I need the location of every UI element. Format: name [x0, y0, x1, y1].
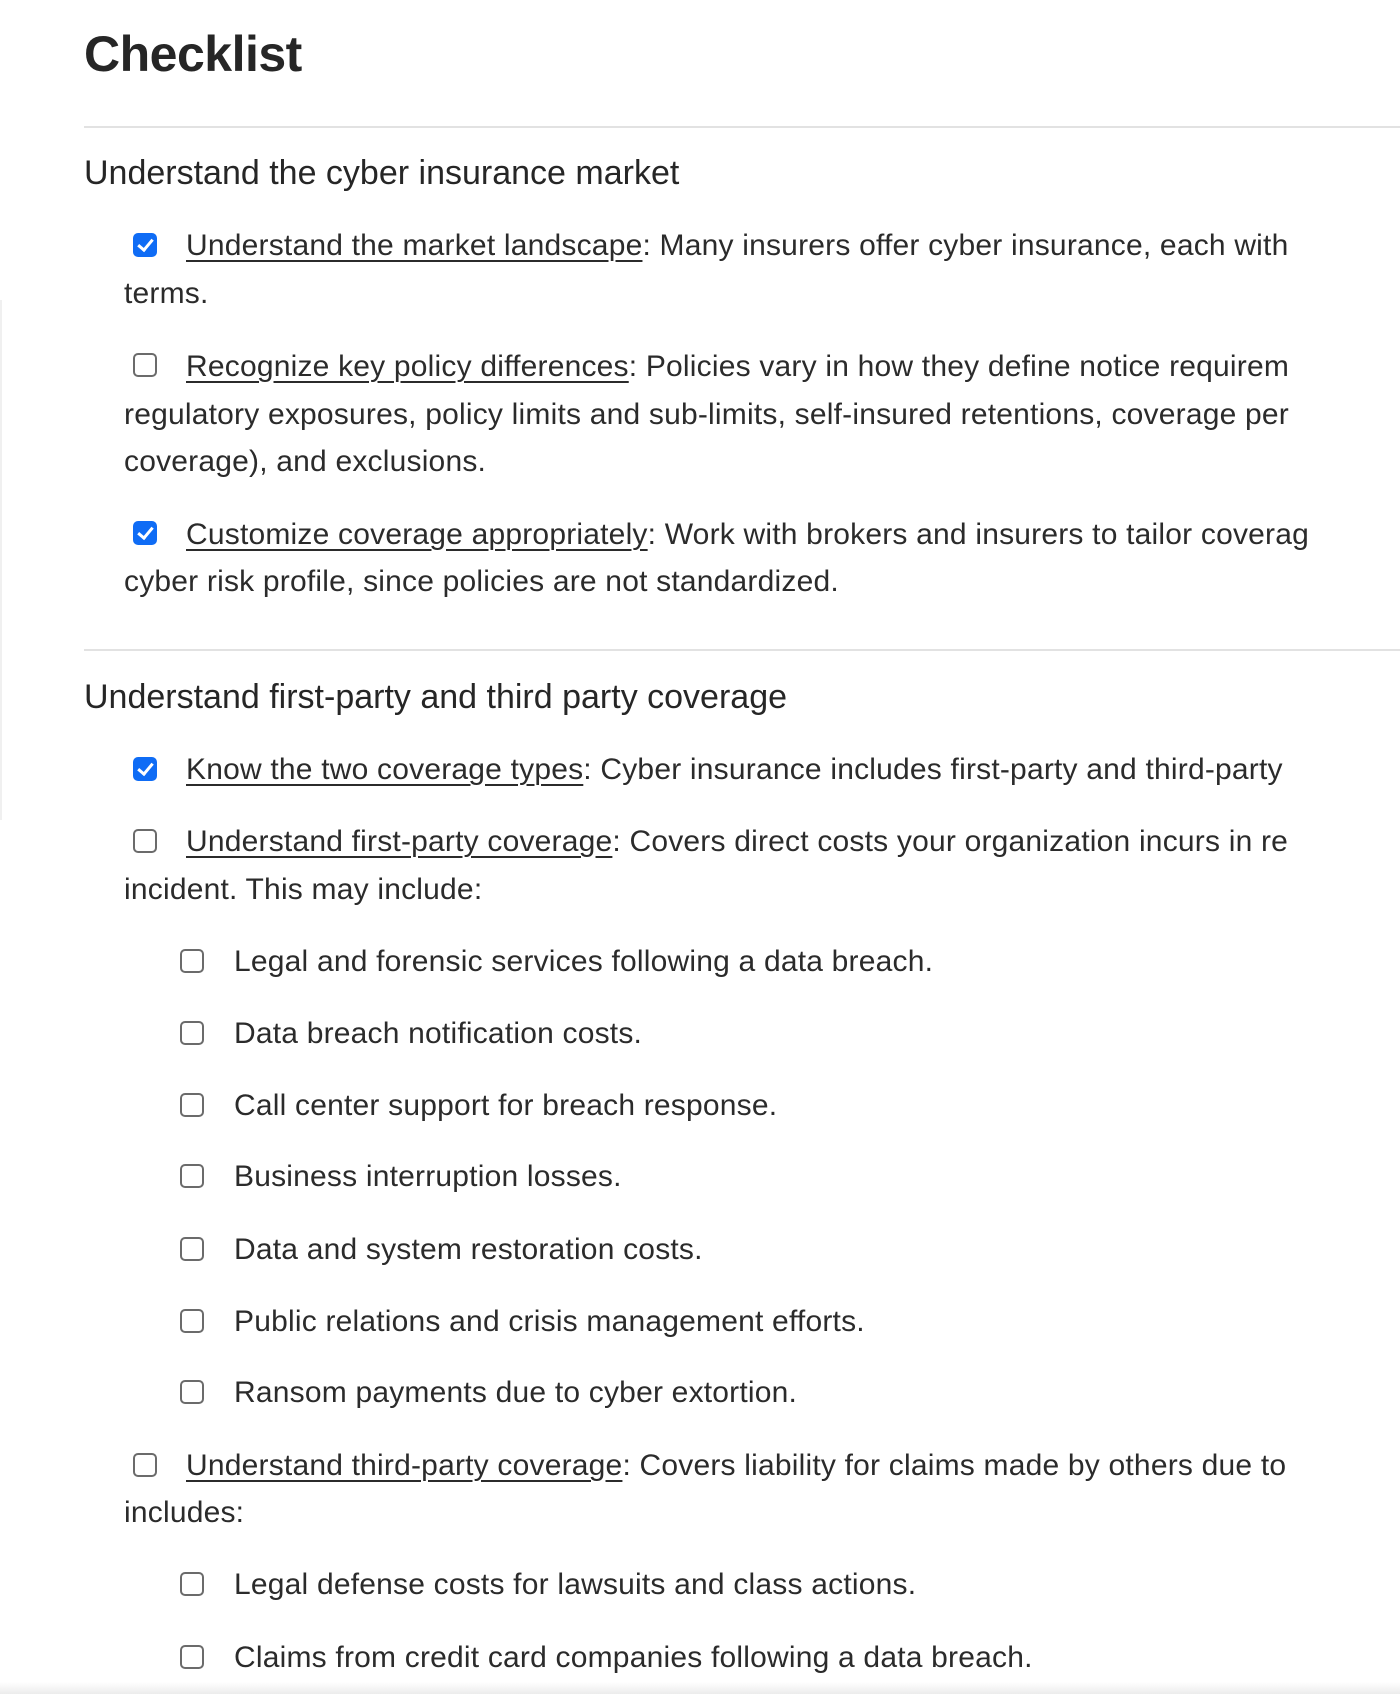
item-link[interactable]: Recognize key policy differences [186, 350, 629, 383]
item-link[interactable]: Understand first-party coverage [186, 825, 613, 858]
sub-item: Legal and forensic services following a data breach. [234, 945, 934, 978]
checkbox[interactable] [180, 1380, 204, 1404]
item-link[interactable]: Understand third-party coverage [186, 1449, 623, 1482]
sub-item: Data breach notification costs. [234, 1017, 643, 1050]
checkbox[interactable] [133, 1453, 157, 1477]
item-text: regulatory exposures, policy limits and sub-limits, self-insured retentions, coverage per [124, 398, 1289, 431]
checkbox[interactable] [180, 1164, 204, 1188]
page-title: Checklist [84, 26, 302, 82]
item-link[interactable]: Know the two coverage types [186, 753, 584, 786]
item-text: : Many insurers offer cyber insurance, each with [642, 229, 1289, 262]
left-edge [0, 300, 2, 820]
item-text: : Policies vary in how they define notice requirem [628, 350, 1290, 383]
sub-item: Call center support for breach response. [234, 1089, 778, 1122]
item-text: : Covers liability for claims made by others due to [622, 1449, 1287, 1482]
checkbox[interactable] [133, 353, 157, 377]
section-heading: Understand the cyber insurance market [84, 154, 680, 192]
checklist-item [186, 515, 1309, 555]
checkbox[interactable] [180, 949, 204, 973]
sub-item: Data and system restoration costs. [234, 1233, 703, 1266]
checklist-item [186, 1446, 1286, 1486]
sub-item: Ransom payments due to cyber extortion. [234, 1376, 798, 1409]
divider [84, 649, 1400, 651]
checkbox-checked[interactable] [133, 521, 157, 545]
checkbox-checked[interactable] [133, 757, 157, 781]
bottom-fade [0, 1682, 1400, 1694]
checkbox[interactable] [133, 829, 157, 853]
checklist-item [186, 347, 1289, 387]
item-link[interactable]: Customize coverage appropriately [186, 518, 648, 551]
checkbox[interactable] [180, 1093, 204, 1117]
checkbox[interactable] [180, 1021, 204, 1045]
sub-item: Legal defense costs for lawsuits and class actions. [234, 1568, 917, 1601]
checkbox[interactable] [180, 1309, 204, 1333]
item-text: : Work with brokers and insurers to tailor coverag [647, 518, 1310, 551]
checkbox-checked[interactable] [133, 233, 157, 257]
sub-item: Claims from credit card companies following a data breach. [234, 1641, 1033, 1674]
item-text: : Covers direct costs your organization incurs in re [612, 825, 1289, 858]
item-text: incident. This may include: [124, 873, 483, 906]
item-text: terms. [124, 277, 209, 310]
item-link[interactable]: Understand the market landscape [186, 229, 643, 262]
checkbox[interactable] [180, 1645, 204, 1669]
checkbox[interactable] [180, 1572, 204, 1596]
item-text: : Cyber insurance includes first-party and third-party [583, 753, 1283, 786]
checklist-item [186, 822, 1288, 862]
item-text: cyber risk profile, since policies are not standardized. [124, 565, 839, 598]
item-text: coverage), and exclusions. [124, 445, 487, 478]
sub-item: Public relations and crisis management efforts. [234, 1305, 865, 1338]
item-text: includes: [124, 1496, 245, 1529]
checkbox[interactable] [180, 1237, 204, 1261]
checklist-item [186, 750, 1283, 790]
sub-item: Business interruption losses. [234, 1160, 622, 1193]
divider [84, 126, 1400, 128]
section-heading: Understand first-party and third party coverage [84, 678, 788, 716]
checklist-item [186, 226, 1288, 266]
